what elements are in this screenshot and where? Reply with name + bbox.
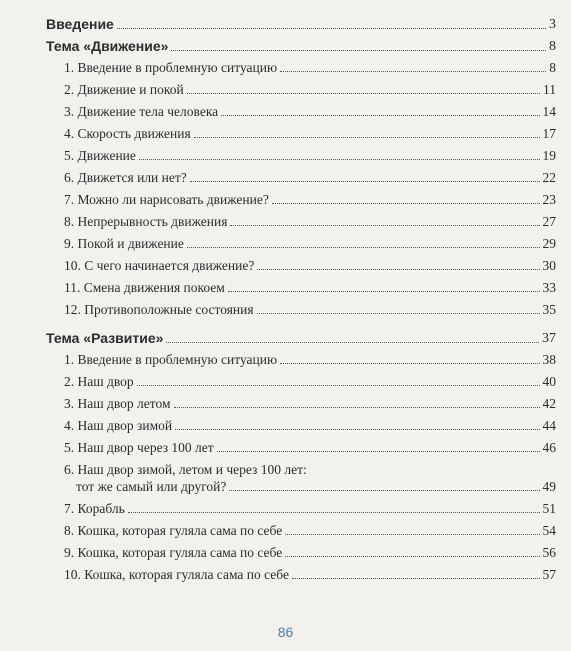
dot-leader xyxy=(280,363,539,364)
toc-item-label: 1. Введение в проблемную ситуацию xyxy=(64,352,278,367)
toc-page-number: 27 xyxy=(542,214,556,229)
toc-page-number: 8 xyxy=(549,60,556,75)
toc-item-label: 5. Движение xyxy=(64,148,136,163)
toc-page-number: 3 xyxy=(549,17,556,32)
toc-item-label: 12. Противоположные состояния xyxy=(64,302,254,317)
toc-item-label: 8. Непрерывность движения xyxy=(64,214,228,229)
toc-page-number: 22 xyxy=(542,170,556,185)
toc-item-label: 4. Скорость движения xyxy=(64,126,191,141)
toc-item[interactable] xyxy=(46,191,556,208)
toc-item-multiline[interactable] xyxy=(46,461,556,495)
dot-leader xyxy=(229,490,539,491)
toc-item[interactable] xyxy=(46,81,556,98)
toc-item-row2 xyxy=(64,478,556,495)
toc-section-title: Тема «Развитие» xyxy=(46,330,164,346)
toc-page-number: 51 xyxy=(542,501,556,516)
dot-leader xyxy=(187,247,540,248)
toc-page-number: 8 xyxy=(549,39,556,54)
dot-leader xyxy=(292,578,540,579)
toc-page-number: 19 xyxy=(542,148,556,163)
toc-item[interactable] xyxy=(46,500,556,517)
toc-section-heading[interactable] xyxy=(46,330,556,347)
dot-leader xyxy=(171,50,546,51)
toc-item-label: 7. Корабль xyxy=(64,501,125,516)
toc-item[interactable] xyxy=(46,59,556,76)
toc-item-label: 2. Движение и покой xyxy=(64,82,184,97)
dot-leader xyxy=(175,429,539,430)
page-number: 86 xyxy=(277,624,294,640)
dot-leader xyxy=(285,556,539,557)
toc-item[interactable] xyxy=(46,147,556,164)
toc-page-number: 56 xyxy=(542,545,556,560)
toc-item[interactable] xyxy=(46,257,556,274)
toc-item-label: 8. Кошка, которая гуляла сама по себе xyxy=(64,523,283,538)
toc-page-number: 38 xyxy=(542,352,556,367)
dot-leader xyxy=(117,28,546,29)
toc-page-number: 33 xyxy=(542,280,556,295)
toc-item[interactable] xyxy=(46,395,556,412)
toc-item[interactable] xyxy=(46,373,556,390)
toc-section-title: Тема «Движение» xyxy=(46,38,169,54)
toc-item[interactable] xyxy=(46,522,556,539)
toc-item[interactable] xyxy=(46,169,556,186)
toc-item-label: 10. С чего начинается движение? xyxy=(64,258,255,273)
toc-item-label: 2. Наш двор xyxy=(64,374,134,389)
toc-item[interactable] xyxy=(46,544,556,561)
toc-item-label: 4. Наш двор зимой xyxy=(64,418,173,433)
toc-page-number: 44 xyxy=(542,418,556,433)
dot-leader xyxy=(187,93,540,94)
toc-item-label: 11. Смена движения покоем xyxy=(64,280,225,295)
toc-page-number: 46 xyxy=(542,440,556,455)
dot-leader xyxy=(230,225,539,226)
toc-entry-label: Введение xyxy=(46,16,114,32)
toc-page-number: 17 xyxy=(542,126,556,141)
toc-item-label-line2: тот же самый или другой? xyxy=(76,479,227,494)
toc-page-number: 30 xyxy=(542,258,556,273)
table-of-contents xyxy=(46,16,556,588)
dot-leader xyxy=(217,451,540,452)
toc-item[interactable] xyxy=(46,351,556,368)
dot-leader xyxy=(137,385,540,386)
dot-leader xyxy=(272,203,540,204)
toc-item[interactable] xyxy=(46,103,556,120)
toc-page-number: 57 xyxy=(542,567,556,582)
toc-page-number: 49 xyxy=(542,479,556,494)
toc-item[interactable] xyxy=(46,125,556,142)
toc-item-label: 3. Движение тела человека xyxy=(64,104,219,119)
toc-page-number: 14 xyxy=(542,104,556,119)
toc-page-number: 42 xyxy=(542,396,556,411)
dot-leader xyxy=(228,291,540,292)
dot-leader xyxy=(280,71,546,72)
toc-item-label: 9. Кошка, которая гуляла сама по себе xyxy=(64,545,283,560)
toc-section-heading[interactable] xyxy=(46,38,556,55)
dot-leader xyxy=(166,342,539,343)
toc-entry-intro[interactable] xyxy=(46,16,556,33)
dot-leader xyxy=(285,534,539,535)
toc-item[interactable] xyxy=(46,417,556,434)
toc-item-label: 6. Движется или нет? xyxy=(64,170,187,185)
dot-leader xyxy=(221,115,539,116)
toc-item-label: 9. Покой и движение xyxy=(64,236,184,251)
toc-page-number: 37 xyxy=(542,331,556,346)
dot-leader xyxy=(174,407,540,408)
toc-item-label: 7. Можно ли нарисовать движение? xyxy=(64,192,269,207)
toc-item[interactable] xyxy=(46,213,556,230)
toc-item[interactable] xyxy=(46,566,556,583)
toc-item[interactable] xyxy=(46,439,556,456)
dot-leader xyxy=(139,159,540,160)
toc-item[interactable] xyxy=(46,301,556,318)
toc-item-label: 5. Наш двор через 100 лет xyxy=(64,440,214,455)
dot-leader xyxy=(128,512,540,513)
toc-item[interactable] xyxy=(46,235,556,252)
toc-page-number: 11 xyxy=(543,82,556,97)
toc-page-number: 35 xyxy=(542,302,556,317)
dot-leader xyxy=(257,269,539,270)
toc-item-label: 3. Наш двор летом xyxy=(64,396,171,411)
toc-item-label: 10. Кошка, которая гуляла сама по себе xyxy=(64,567,289,582)
dot-leader xyxy=(194,137,540,138)
toc-page-number: 29 xyxy=(542,236,556,251)
toc-item-label-line1: 6. Наш двор зимой, летом и через 100 лет: xyxy=(64,462,307,477)
toc-item-label: 1. Введение в проблемную ситуацию xyxy=(64,60,278,75)
toc-item[interactable] xyxy=(46,279,556,296)
dot-leader xyxy=(190,181,540,182)
toc-page-number: 40 xyxy=(542,374,556,389)
dot-leader xyxy=(257,313,540,314)
toc-page-number: 54 xyxy=(542,523,556,538)
toc-page-number: 23 xyxy=(542,192,556,207)
